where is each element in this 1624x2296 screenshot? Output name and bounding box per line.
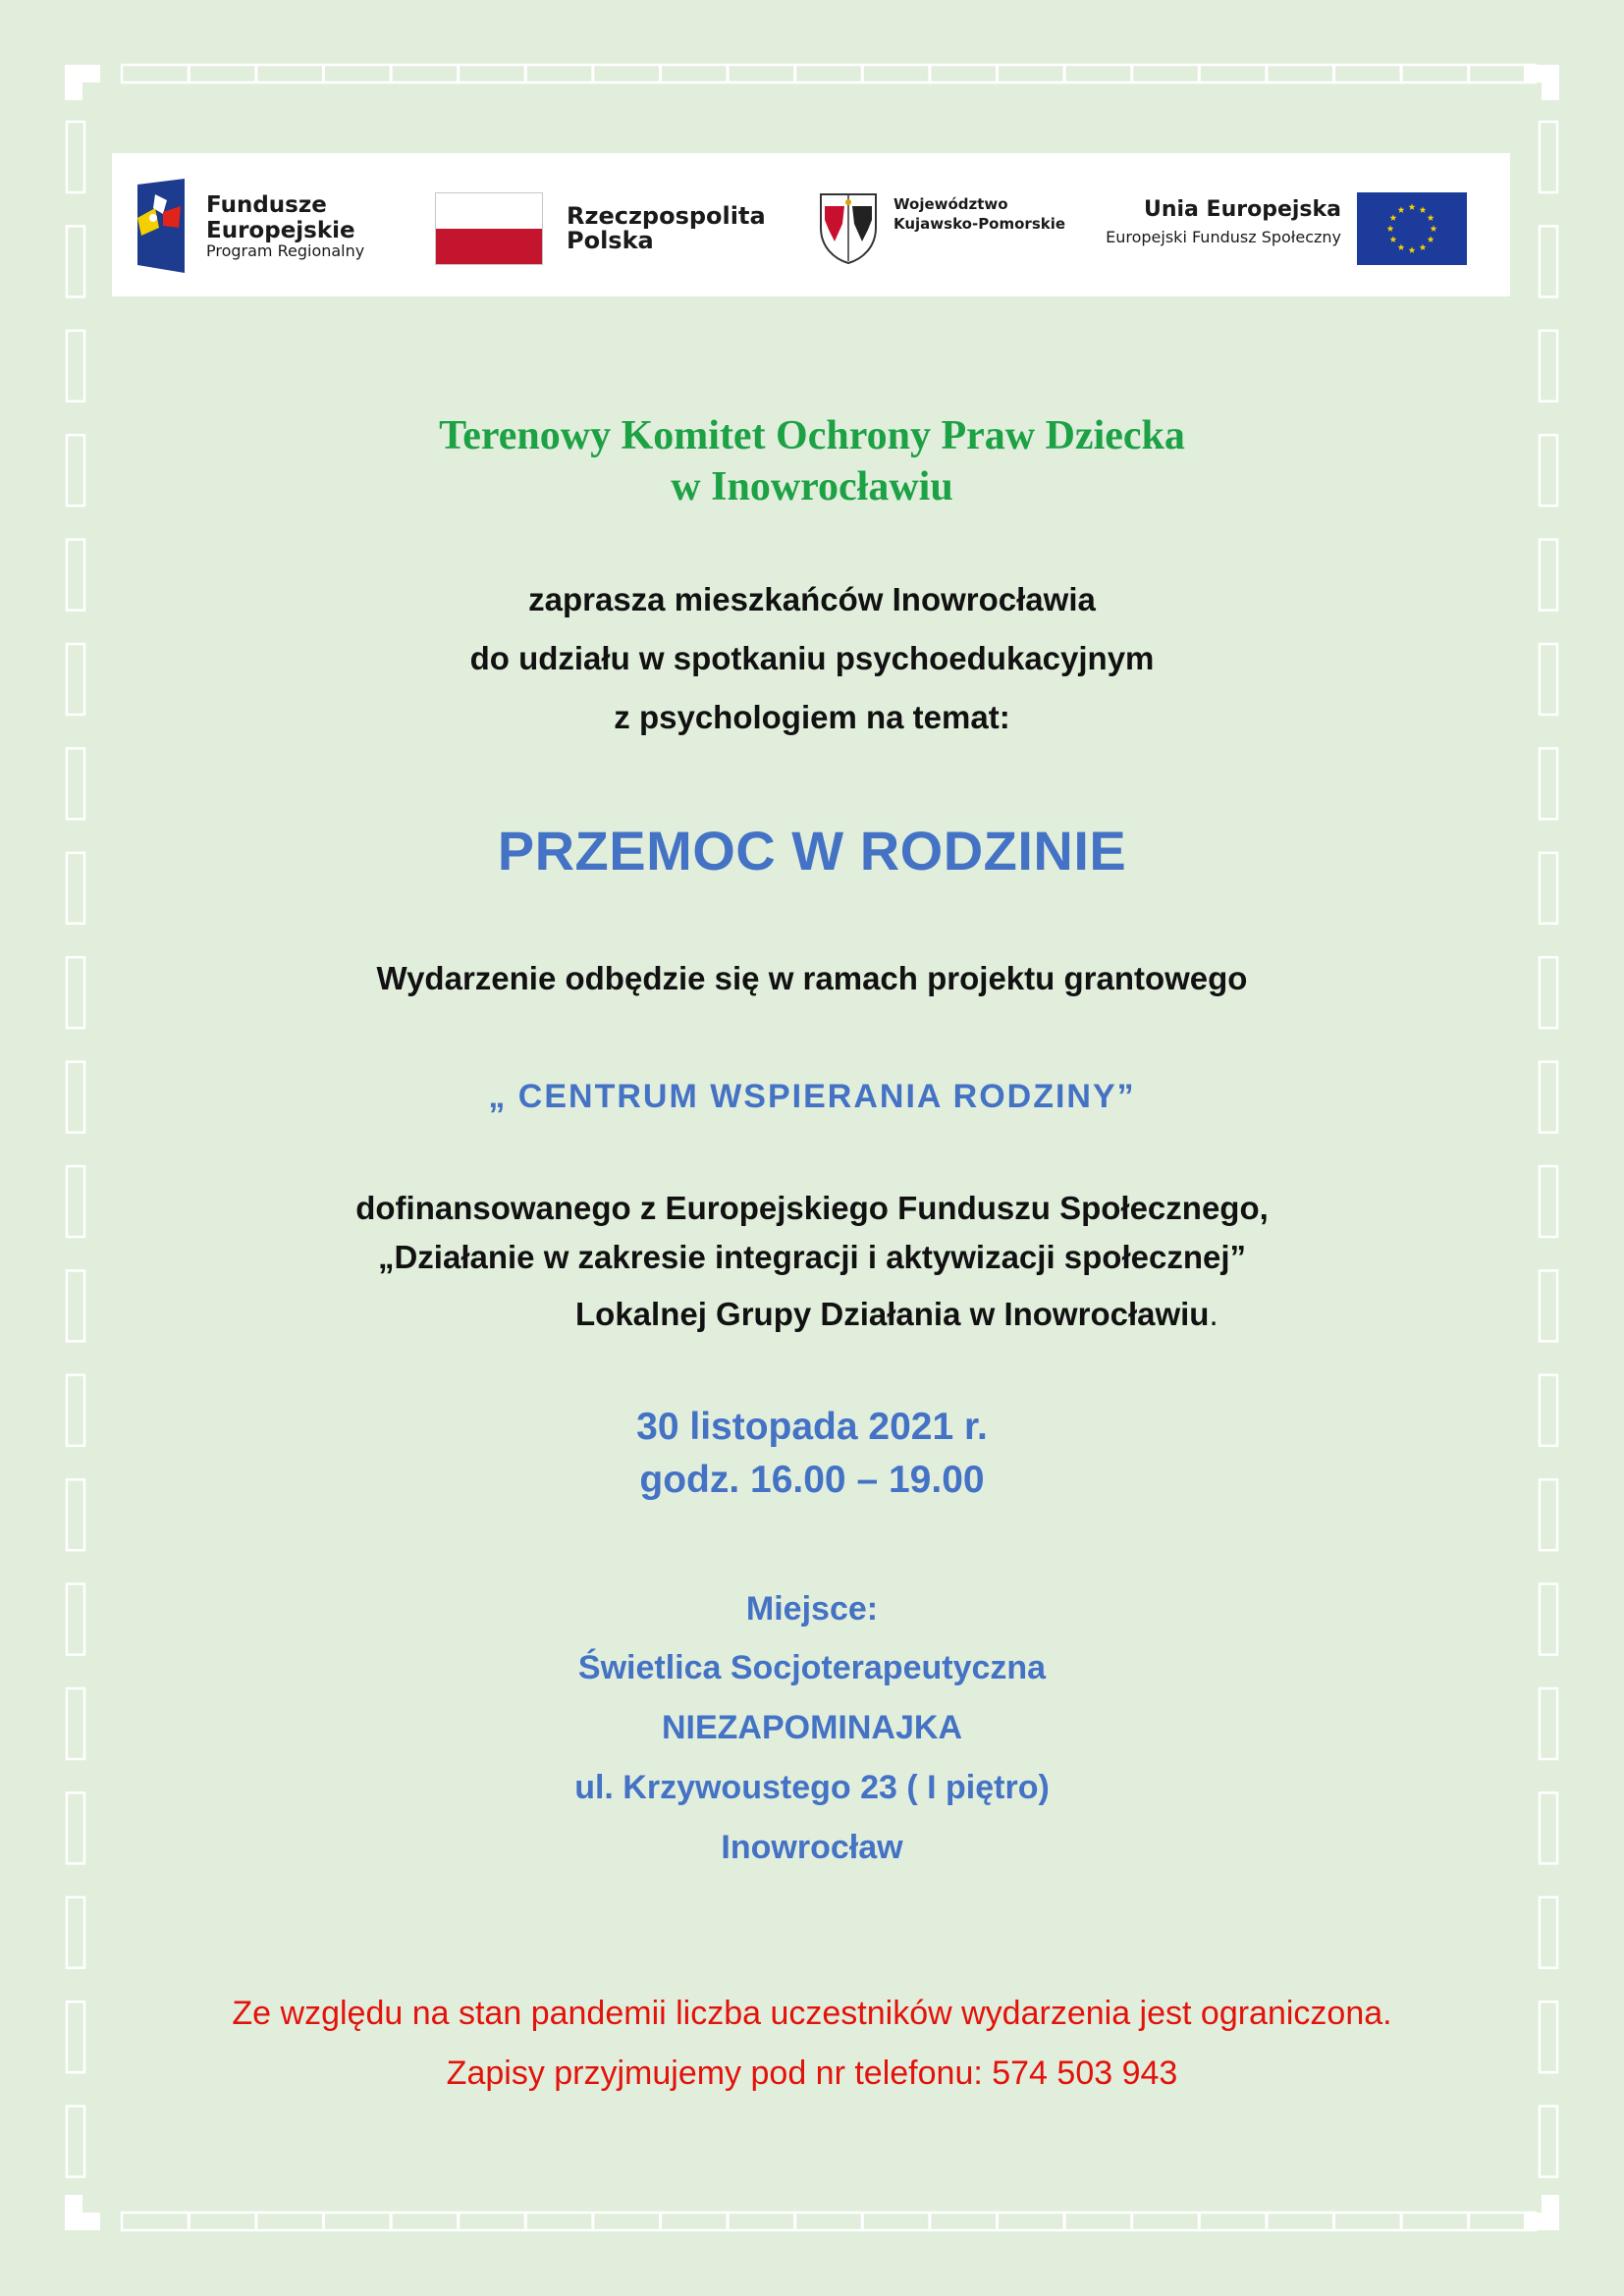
funding-line3-wrap <box>575 1296 1218 1333</box>
event-date: 30 listopada 2021 r. <box>636 1406 988 1448</box>
wojewodztwo-logo <box>817 190 1072 269</box>
fundusze-europejskie-mark-icon <box>134 179 192 277</box>
notice-line1: Ze względu na stan pandemii liczba uczestników wydarzenia jest ograniczona. <box>232 1995 1392 2032</box>
invitation-line2: do udziału w spotkaniu psychoedukacyjnym <box>469 640 1155 676</box>
location-label: Miejsce: <box>745 1590 879 1628</box>
invitation-line1: zaprasza mieszkańców Inowrocławia <box>528 581 1096 617</box>
organizer-line2: w Inowrocławiu <box>671 464 953 509</box>
event-time: godz. 16.00 – 19.00 <box>639 1459 985 1501</box>
funding-line2: „Działanie w zakresie integracji i aktywizacji społecznej” <box>377 1239 1247 1275</box>
unia-title: Unia Europejska <box>1143 197 1341 222</box>
rzeczpospolita-line1: Rzeczpospolita <box>567 202 766 230</box>
fundusze-title-line1: Fundusze <box>206 192 327 218</box>
funding-line3-period: . <box>1209 1296 1218 1332</box>
organizer-line1: Terenowy Komitet Ochrony Praw Dziecka <box>439 413 1185 458</box>
invitation-line3: z psychologiem na temat: <box>614 699 1010 735</box>
location-name: NIEZAPOMINAJKA <box>661 1709 963 1746</box>
event-topic: PRZEMOC W RODZINIE <box>497 820 1127 881</box>
fundusze-title-line2: Europejskie <box>206 218 355 243</box>
location-street: ul. Krzywoustego 23 ( I piętro) <box>574 1769 1050 1806</box>
rzeczpospolita-line2: Polska <box>567 227 654 254</box>
location-city: Inowrocław <box>721 1829 903 1866</box>
funding-line3: Lokalnej Grupy Działania w Inowrocławiu <box>575 1296 1210 1332</box>
project-intro: Wydarzenie odbędzie się w ramach projektu grantowego <box>376 960 1248 996</box>
unia-subtitle: Europejski Fundusz Społeczny <box>1106 228 1341 246</box>
polish-flag-icon <box>435 192 543 265</box>
wojewodztwo-line2: Kujawsko-Pomorskie <box>893 215 1066 233</box>
wojewodztwo-line1: Województwo <box>893 195 1008 213</box>
eu-flag-icon <box>1357 192 1467 265</box>
logo-bar <box>112 153 1510 296</box>
location-venue: Świetlica Socjoterapeutyczna <box>577 1649 1047 1686</box>
unia-europejska-logo <box>1106 192 1490 267</box>
fundusze-europejskie-logo <box>134 179 389 277</box>
notice-line2: Zapisy przyjmujemy pod nr telefonu: 574 503 943 <box>446 2055 1178 2092</box>
rzeczpospolita-polska-logo <box>435 192 769 267</box>
fundusze-subtitle: Program Regionalny <box>206 241 365 260</box>
kujawsko-pomorskie-crest-icon <box>817 190 880 265</box>
funding-line1: dofinansowanego z Europejskiego Funduszu Społecznego, <box>355 1190 1269 1226</box>
project-name: „ CENTRUM WSPIERANIA RODZINY” <box>488 1078 1136 1115</box>
